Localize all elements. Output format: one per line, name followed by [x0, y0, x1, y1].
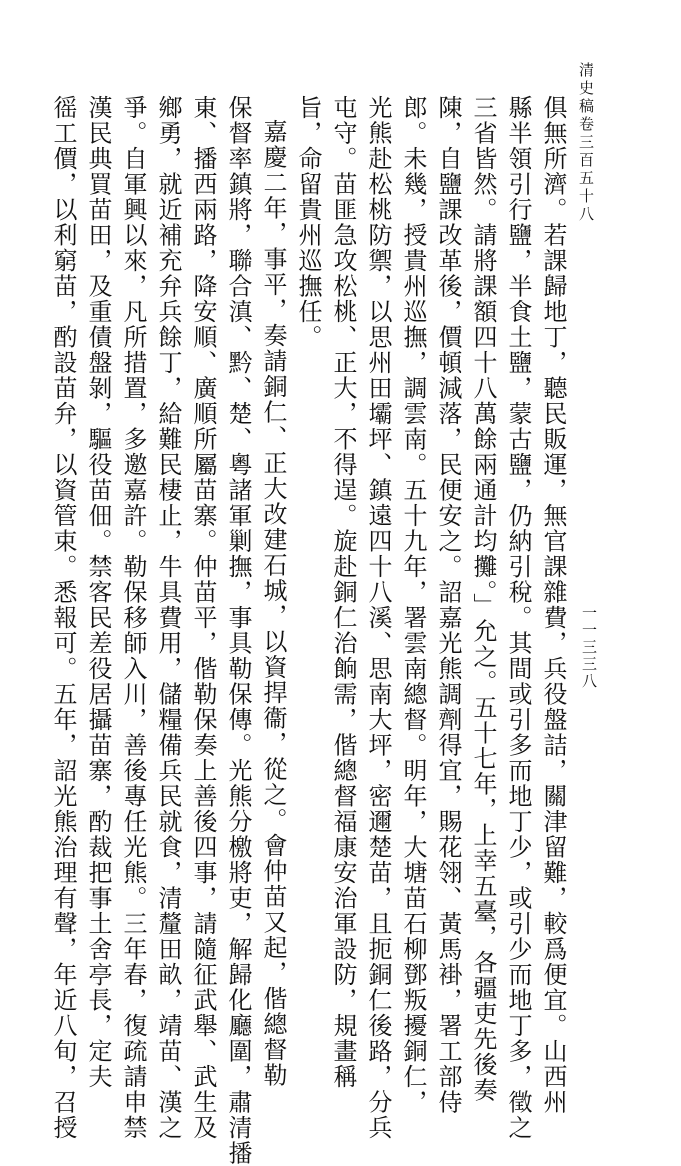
text-column: 爭。自軍興以來，凡所措置，多邀嘉許。勒保移師入川，善後專任光熊。三年春，復疏請申禁 [119, 95, 147, 1141]
text-column: 縣半領引行鹽，半食土鹽，蒙古鹽，仍納引稅。其間或引多而地丁少，或引少而地丁多，徵之 [504, 95, 532, 1141]
text-column: 屯守。苗匪急攻松桃、正大，不得逞。旋赴銅仁治餉需，偕總督福康安治軍設防，規畫稱 [329, 95, 357, 1090]
text-column: 郎。未幾，授貴州巡撫，調雲南。五十九年，署雲南總督。明年，大塘苗石柳鄧叛擾銅仁， [399, 95, 427, 1115]
text-column: 保督率鎮將，聯合滇、黔、楚、粵諸軍剿撫，事具勒保傳。光熊分檄將吏，解歸化廳圍，肅清播 [224, 95, 252, 1166]
page-number: 一一三三八 [580, 605, 598, 690]
text-column: 陳，自鹽課改革後，價頓減落，民便安之。詔嘉光熊調劑得宜，賜花翎、黃馬褂，署工部侍 [434, 95, 462, 1115]
body-text [49, 95, 570, 1166]
text-column: 東、播西兩路，降安順、廣順所屬苗寨。仲苗平，偕勒保奏上善後四事，請隨征武舉、武生及 [189, 95, 217, 1141]
text-column: 徭工價，以利窮苗，酌設苗弁，以資管束。悉報可。五年，詔光熊治理有聲，年近八旬，召授 [49, 95, 77, 1141]
running-header: 清史稿卷三百五十八 [577, 62, 595, 224]
text-column: 漢民典買苗田，及重債盤剝，驅役苗佃。禁客民差役居攝苗寨，酌裁把事土舍亭長，定夫 [84, 95, 112, 1090]
text-column: 嘉慶二年，事平，奏請銅仁、正大改建石城，以資捍衞，從之。會仲苗又起，偕總督勒 [259, 119, 287, 1088]
text-column: 鄉勇，就近補充弁兵餘丁，給難民棲止，牛具費用，儲糧備兵民就食，清釐田畝，靖苗、漢之 [154, 95, 182, 1141]
text-column: 光熊赴松桃防禦，以思州田壩坪、鎮遠四十八溪、思南大坪，密邇楚苗，且扼銅仁後路，分兵 [364, 95, 392, 1141]
text-column: 三省皆然。請將課額四十八萬餘兩通計均攤。」允之。五十七年，上幸五臺，各疆吏先後奏 [469, 95, 497, 1103]
text-column: 俱無所濟。若課歸地丁，聽民販運，無官課雜費，兵役盤詰，關津留難，較爲便宜。山西州 [539, 95, 567, 1115]
text-column: 旨，命留貴州巡撫任。 [294, 95, 322, 350]
